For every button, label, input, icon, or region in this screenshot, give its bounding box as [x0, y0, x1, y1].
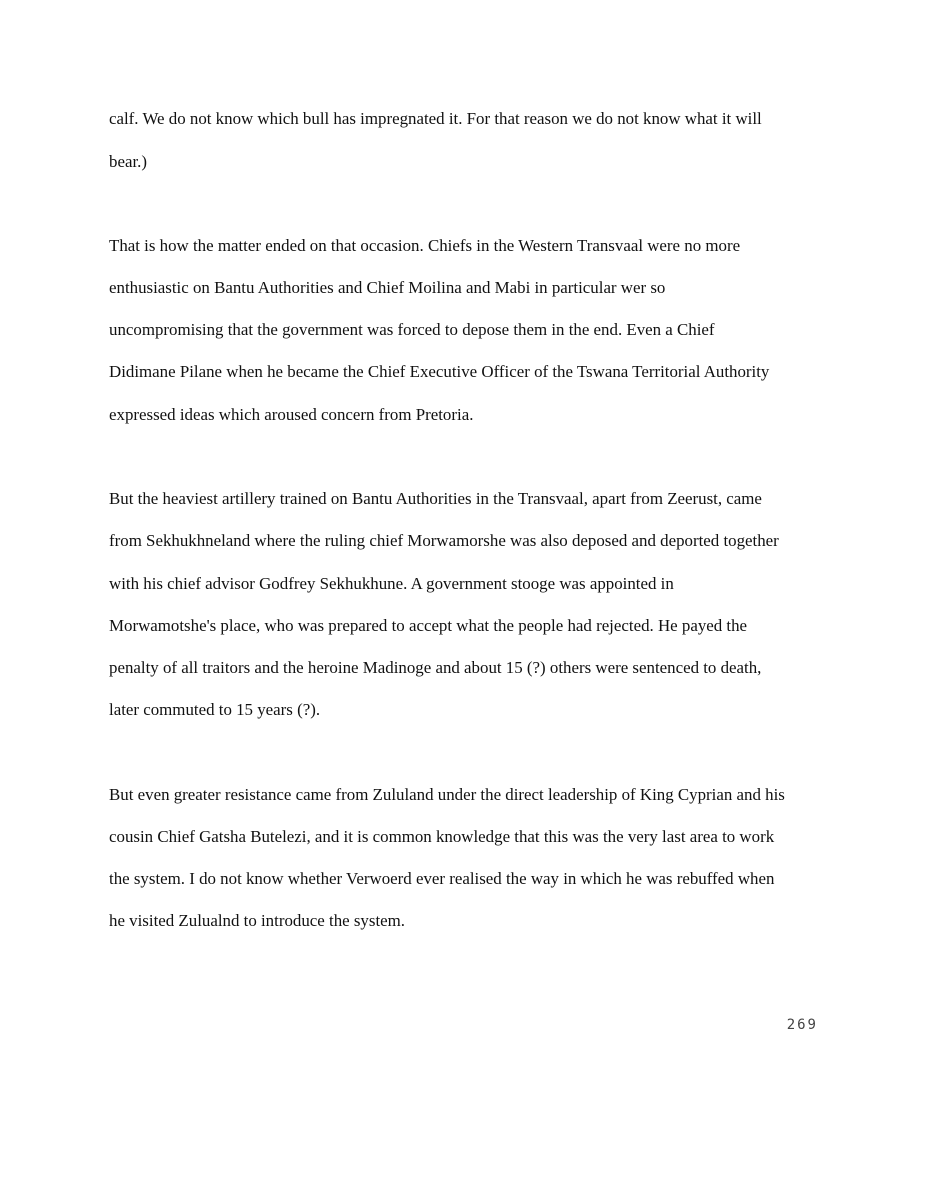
text-line: bear.) — [109, 152, 147, 171]
text-line: Morwamotshe's place, who was prepared to accept what the people had rejected. He payed the — [109, 616, 748, 635]
text-line: from Sekhukhneland where the ruling chief Morwamorshe was also deposed and deported together — [109, 531, 779, 550]
text-line: But even greater resistance came from Zululand under the direct leadership of King Cyprian and his — [109, 785, 785, 804]
text-line: he visited Zulualnd to introduce the system. — [109, 911, 405, 930]
text-line: That is how the matter ended on that occasion. Chiefs in the Western Transvaal were no more — [109, 236, 741, 255]
text-line: Didimane Pilane when he became the Chief Executive Officer of the Tswana Territorial Authority — [109, 362, 770, 381]
text-line: calf. We do not know which bull has impregnated it. For that reason we do not know what it will — [109, 109, 762, 128]
text-line: penalty of all traitors and the heroine Madinoge and about 15 (?) others were sentenced to death, — [109, 658, 762, 677]
text-line: enthusiastic on Bantu Authorities and Chief Moilina and Mabi in particular wer so — [109, 278, 666, 297]
page-number: 269 — [786, 1017, 818, 1033]
text-line: uncompromising that the government was forced to depose them in the end. Even a Chief — [109, 320, 715, 339]
text-line: cousin Chief Gatsha Butelezi, and it is common knowledge that this was the very last area to work — [109, 827, 775, 846]
text-line: with his chief advisor Godfrey Sekhukhune. A government stooge was appointed in — [109, 574, 674, 593]
text-line: later commuted to 15 years (?). — [109, 700, 321, 719]
text-line: the system. I do not know whether Verwoerd ever realised the way in which he was rebuffed when — [109, 869, 775, 888]
text-line: expressed ideas which aroused concern from Pretoria. — [109, 405, 474, 424]
text-line: But the heaviest artillery trained on Bantu Authorities in the Transvaal, apart from Zeerust, came — [109, 489, 762, 508]
